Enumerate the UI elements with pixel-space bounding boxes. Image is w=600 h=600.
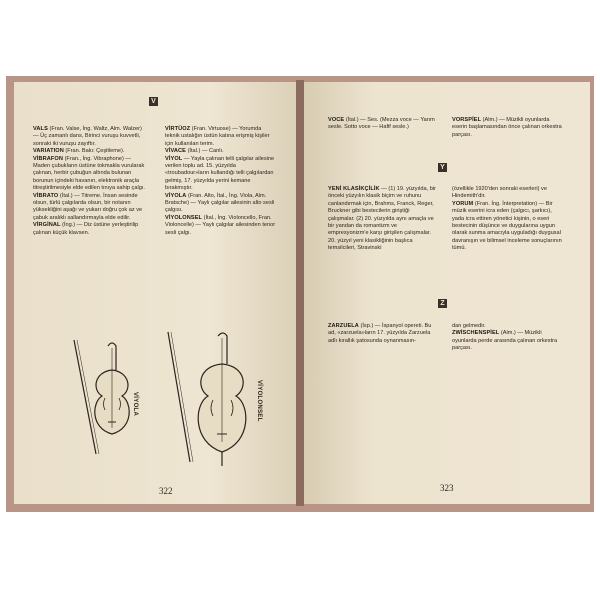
entry-text: (İsp.) — İspanyol opereti. Bu ad, «zarzuela»ların 17. yüzyılda Zarzuela adlı kırallık şatosunda oynanmasın- bbox=[328, 323, 432, 344]
right-y-column-2 bbox=[452, 186, 564, 253]
viola-caption: VİYOLA bbox=[132, 392, 138, 417]
entry-text: dan gelmedir. bbox=[452, 323, 486, 329]
entry-text: (özellikle 1920'den sonraki eserleri) ve Hindemith'dir. bbox=[452, 186, 547, 200]
entry-headword: VALS bbox=[33, 126, 48, 132]
entry-text: (İtal.) — Titreme. İnsan sesinde olsun, türlü çalgılarda olsun, bir notanın yüksekliğini aşağı ve yukarı doğru çok az ve çabuk aralıklı sallandırmayla elde edilir. bbox=[33, 192, 143, 221]
section-letter-v: V bbox=[149, 97, 158, 106]
entry-text: — (1) 19. yüzyılda, bir önceki yüzyılın klasik biçim ve ruhunu canlandırmak için, Brahms, Franck, Reger, Bruckner gibi bestecilerin giriştiği çalışmalar. (2) 20. yüzyılda aynı amaçla ve bir yandan da romantizm ve empresyonizm'e karşı girişilen çalışmalar. 20. yüzyıl yeni klasikliğinin başlıca temsilcileri, Stravinski bbox=[328, 186, 436, 252]
entry-headword: VİBRATO bbox=[33, 192, 59, 199]
dictionary-entry bbox=[33, 126, 145, 148]
entry-headword: VOCE bbox=[328, 117, 345, 123]
dictionary-entry bbox=[452, 330, 564, 352]
viola-illustration bbox=[70, 338, 150, 458]
dictionary-entry bbox=[452, 201, 564, 253]
dictionary-entry bbox=[33, 193, 145, 223]
right-z-column-1 bbox=[328, 323, 436, 345]
entry-headword: VİRGİNAL bbox=[33, 222, 61, 229]
dictionary-entry bbox=[328, 117, 436, 132]
dictionary-entry bbox=[165, 126, 277, 148]
right-page-number: 323 bbox=[440, 483, 454, 493]
dictionary-entry bbox=[165, 215, 277, 237]
entry-text: (Alm.) — Müzikli oyunlarda eserin başlamasından önce çalınan orkestra parçası. bbox=[452, 117, 562, 138]
left-column-1 bbox=[33, 126, 145, 237]
book-gutter bbox=[296, 80, 304, 506]
entry-text: (İtal., İng. Violoncello, Fran. Violoncelle) — Yaylı çalgılar ailesinden tenor sesli çalgı. bbox=[165, 214, 276, 236]
entry-text: (Fran. Valse, İng. Waltz, Alm. Walzer) — Üç zamanlı dans, Birinci vuruşu kuvvetli, sonraki iki vuruşu zayıftır. bbox=[33, 126, 142, 147]
dictionary-entry bbox=[165, 193, 277, 215]
entry-headword: YORUM bbox=[452, 200, 474, 207]
entry-text: (Fran. Virtuose) — Yorumda teknik ustalığın üstün katına erişmiş kişiler için kullanılan terim. bbox=[165, 126, 270, 147]
entry-headword: VARIATION bbox=[33, 148, 64, 155]
entry-text: (Fran., İng. Vibraphone) — Maden çubukların üstüne tokmakla vurularak çalınan, herbir çubuğun altında bulunan borunun içindeki havanın, elektronik araçla titreştirilmesiyle elde edilen tınıya sahip çalgı. bbox=[33, 155, 145, 192]
right-z-column-2 bbox=[452, 323, 564, 353]
dictionary-entry bbox=[165, 148, 277, 155]
cello-caption: VİYOLONSEL bbox=[256, 380, 262, 422]
left-page-number: 322 bbox=[159, 486, 173, 496]
right-top-column-1 bbox=[328, 117, 436, 132]
entry-text: (İtal.) — Ses. (Mezza voce — Yarım sesle. Sotto voce — Hafif sesle.) bbox=[328, 117, 435, 131]
entry-headword: VİYOLONSEL bbox=[165, 214, 203, 221]
entry-headword: VİYOL bbox=[165, 155, 183, 162]
entry-headword: VİRTÜOZ bbox=[165, 126, 191, 132]
dictionary-entry bbox=[328, 323, 436, 345]
entry-text: (Fran. Alto, İtal., İng. Viola, Alm. Bratsche) — Yaylı çalgılar ailesinin alto sesli çalgısı. bbox=[165, 192, 275, 214]
entry-headword: VİVACE bbox=[165, 148, 187, 155]
dictionary-entry bbox=[328, 186, 436, 253]
entry-headword: VİBRAFON bbox=[33, 155, 64, 162]
entry-headword: VORSPİEL bbox=[452, 117, 482, 123]
dictionary-entry bbox=[452, 186, 564, 201]
dictionary-entry bbox=[33, 222, 145, 237]
entry-text: (İtal.) — Canlı. bbox=[186, 148, 224, 155]
right-top-column-2 bbox=[452, 117, 564, 139]
dictionary-entry bbox=[165, 156, 277, 193]
entry-text: (İng.) — Diz üstüne yerleştirilip çalınan küçük klavsen. bbox=[33, 222, 139, 236]
entry-text: (Fran. İng. İnterpretation) — Bir müzik eserini icra eden (çalgıcı, şarkıcı), yada icra ettiren yönetici kişinin, o eseri bestecinin düşünce ve duygularına uygun olarak sunma amacıyla uyguladığı duygusal davranışın ve bilimsel inceleme sonuçlarının tümü. bbox=[452, 200, 562, 252]
cello-illustration bbox=[162, 330, 262, 470]
right-page bbox=[304, 82, 590, 504]
dictionary-entry bbox=[33, 156, 145, 193]
entry-text: (Alm.) — Müzikli oyunlarda perde arasında çalınan orkestra parçası. bbox=[452, 330, 558, 352]
entry-headword: YENİ KLASİKÇİLİK bbox=[328, 186, 380, 192]
entry-text: (Fran. Bakı: Çeşitleme). bbox=[63, 148, 125, 155]
right-y-column-1 bbox=[328, 186, 436, 253]
dictionary-entry bbox=[33, 148, 145, 155]
entry-headword: VİYOLA bbox=[165, 192, 187, 199]
entry-headword: ZWİSCHENSPİEL bbox=[452, 330, 500, 337]
dictionary-entry bbox=[452, 117, 564, 139]
section-letter-z: Z bbox=[438, 299, 447, 308]
entry-headword: ZARZUELA bbox=[328, 323, 359, 329]
left-column-2 bbox=[165, 126, 277, 237]
section-letter-y: Y bbox=[438, 163, 447, 172]
entry-text: — Yayla çalınan telli çalgılar ailesine verilen toplu ad. 15. yüzyılda «troubadour»ların kullandığı telli çalgılardan gelmiş, 17. yüzyılda yerini kemane bırakmıştır. bbox=[165, 155, 275, 192]
